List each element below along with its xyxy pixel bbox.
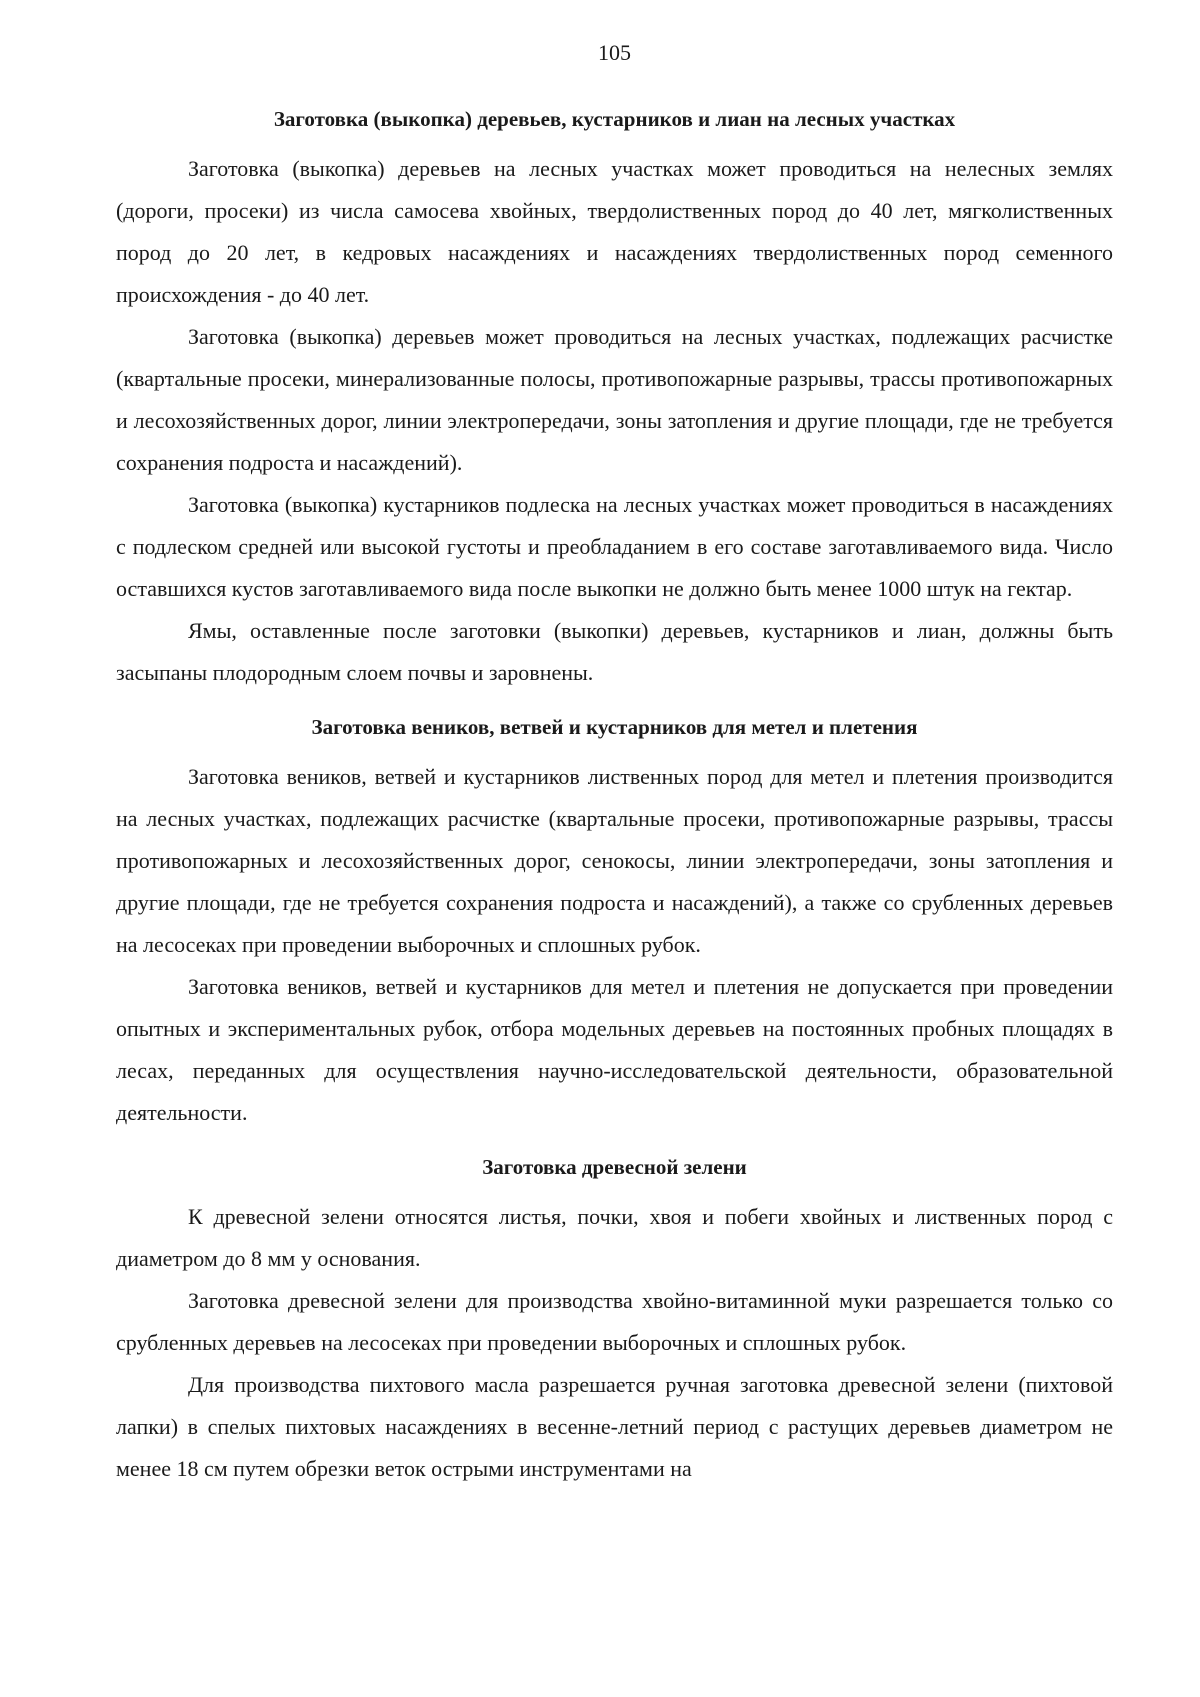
paragraph: Заготовка веников, ветвей и кустарников лиственных пород для метел и плетения производится на лесных участках, подлежащих расчистке (квартальные просеки, противопожарные разрывы, трассы противопожарных и лесохозяйственных дорог, сенокосы, линии электропередачи, зоны затопления и другие площади, где не требуется сохранения подроста и насаждений), а также со срубленных деревьев на лесосеках при проведении выборочных и сплошных рубок. bbox=[116, 764, 1113, 957]
section-wood-greens bbox=[116, 1152, 1113, 1490]
paragraph: К древесной зелени относятся листья, почки, хвоя и побеги хвойных и лиственных пород с диаметром до 8 мм у основания. bbox=[116, 1204, 1113, 1271]
document-page bbox=[116, 38, 1113, 1508]
section-heading: Заготовка (выкопка) деревьев, кустарников и лиан на лесных участках bbox=[273, 107, 956, 131]
paragraph: Заготовка веников, ветвей и кустарников для метел и плетения не допускается при проведении опытных и экспериментальных рубок, отбора модельных деревьев на постоянных пробных площадях в лесах, переданных для осуществления научно-исследовательской деятельности, образовательной деятельности. bbox=[116, 974, 1113, 1125]
paragraph: Для производства пихтового масла разрешается ручная заготовка древесной зелени (пихтовой лапки) в спелых пихтовых насаждениях в весенне-летний период с растущих деревьев диаметром не менее 18 см путем обрезки веток острыми инструментами на bbox=[116, 1372, 1113, 1481]
section-heading: Заготовка древесной зелени bbox=[482, 1155, 747, 1179]
paragraph: Заготовка (выкопка) кустарников подлеска на лесных участках может проводиться в насаждениях с подлеском средней или высокой густоты и преобладанием в его составе заготавливаемого вида. Число оставшихся кустов заготавливаемого вида после выкопки не должно быть менее 1000 штук на гектар. bbox=[116, 492, 1113, 601]
section-brooms-branches bbox=[116, 712, 1113, 1134]
section-tree-digging bbox=[116, 104, 1113, 694]
page-number: 105 bbox=[598, 40, 631, 65]
paragraph: Заготовка древесной зелени для производства хвойно-витаминной муки разрешается только со срубленных деревьев на лесосеках при проведении выборочных и сплошных рубок. bbox=[116, 1288, 1113, 1355]
paragraph: Ямы, оставленные после заготовки (выкопки) деревьев, кустарников и лиан, должны быть засыпаны плодородным слоем почвы и заровнены. bbox=[116, 618, 1113, 685]
paragraph: Заготовка (выкопка) деревьев может проводиться на лесных участках, подлежащих расчистке (квартальные просеки, минерализованные полосы, противопожарные разрывы, трассы противопожарных и лесохозяйственных дорог, линии электропередачи, зоны затопления и другие площади, где не требуется сохранения подроста и насаждений). bbox=[116, 324, 1113, 475]
paragraph: Заготовка (выкопка) деревьев на лесных участках может проводиться на нелесных землях (дороги, просеки) из числа самосева хвойных, твердолиственных пород до 40 лет, мягколиственных пород до 20 лет, в кедровых насаждениях и насаждениях твердолиственных пород семенного происхождения - до 40 лет. bbox=[116, 156, 1113, 307]
section-heading: Заготовка веников, ветвей и кустарников для метел и плетения bbox=[311, 715, 918, 739]
